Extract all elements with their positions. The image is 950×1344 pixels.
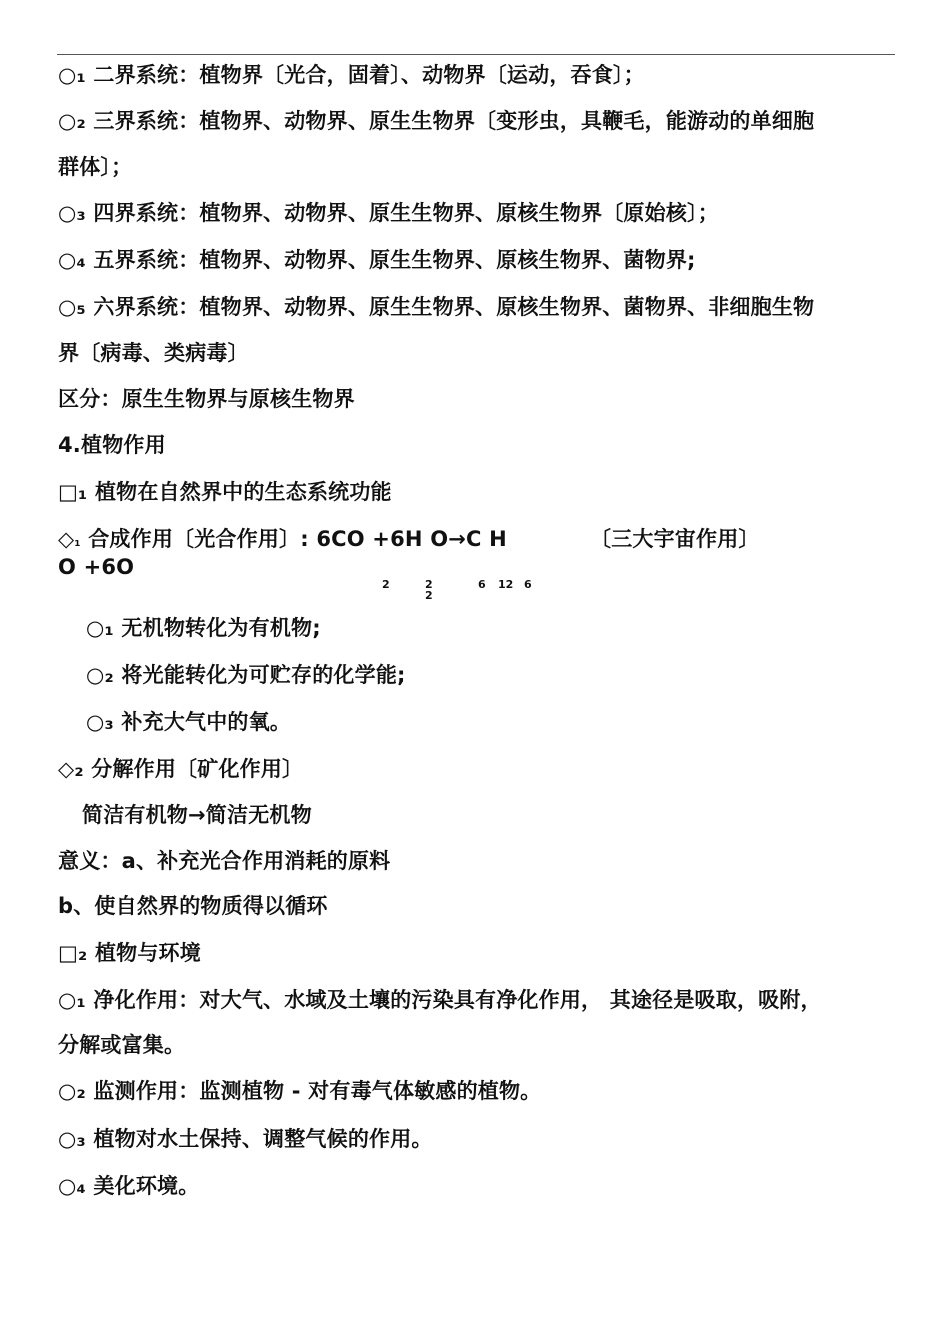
subscript-o2: 2 — [425, 589, 433, 602]
three-kingdom-line-cont: 群体〕； — [58, 155, 133, 179]
five-kingdom-line: ○₄ 五界系统：植物界、动物界、原生生物界、原核生物界、菌物界; — [58, 248, 696, 272]
subscript-h2o: 2 — [425, 578, 433, 591]
subheading-ecosystem-function: □₁ 植物在自然界中的生态系统功能 — [58, 480, 392, 504]
six-kingdom-line-cont: 界〔病毒、类病毒〕 — [58, 341, 249, 365]
purification-line: ○₁ 净化作用：对大气、水域及土壤的污染具有净化作用， 其途径是吸取，吸附， — [58, 988, 822, 1012]
light-to-chemical-line: ○₂ 将光能转化为可贮存的化学能; — [86, 663, 406, 687]
synthesis-equation-cont: O +6O — [58, 555, 135, 579]
significance-b: b、使自然界的物质得以循环 — [58, 894, 328, 918]
four-kingdom-line: ○₃ 四界系统：植物界、动物界、原生生物界、原核生物界〔原始核〕； — [58, 201, 719, 225]
section-heading-plant-roles: 4.植物作用 — [58, 433, 166, 457]
subscript-c6: 6 — [478, 578, 486, 591]
synthesis-equation: 合成作用〔光合作用〕: 6CO +6H O→C H — [80, 527, 507, 551]
beautify-line: ○₄ 美化环境。 — [58, 1174, 200, 1198]
synthesis-line — [58, 525, 507, 556]
distinction-line: 区分：原生生物界与原核生物界 — [58, 387, 355, 411]
subscript-h12: 12 — [498, 578, 514, 591]
subheading-plants-environment: □₂ 植物与环境 — [58, 941, 201, 965]
three-kingdom-line: ○₂ 三界系统：植物界、动物界、原生生物界〔变形虫，具鞭毛，能游动的单细胞 — [58, 109, 815, 133]
inorganic-to-organic-line: ○₁ 无机物转化为有机物; — [86, 616, 321, 640]
two-kingdom-line: ○₁ 二界系统：植物界〔光合，固着〕、动物界〔运动，吞食〕； — [58, 63, 645, 87]
purification-line-cont: 分解或富集。 — [58, 1033, 186, 1057]
monitoring-line: ○₂ 监测作用：监测植物 - 对有毒气体敏感的植物。 — [58, 1079, 542, 1103]
decomposition-detail: 简洁有机物→简洁无机物 — [82, 803, 312, 827]
soil-climate-line: ○₃ 植物对水土保持、调整气候的作用。 — [58, 1127, 433, 1151]
synthesis-index: ₁ — [74, 534, 81, 550]
subscript-co2: 2 — [382, 578, 390, 591]
oxygen-supply-line: ○₃ 补充大气中的氧。 — [86, 710, 292, 734]
significance-a: 意义：a、补充光合作用消耗的原料 — [58, 849, 391, 873]
header-rule — [57, 54, 895, 55]
decomposition-line: ◇₂ 分解作用〔矿化作用〕 — [58, 757, 304, 781]
subscript-o6: 6 — [524, 578, 532, 591]
diamond-icon: ◇ — [58, 527, 75, 551]
six-kingdom-line: ○₅ 六界系统：植物界、动物界、原生生物界、原核生物界、菌物界、非细胞生物 — [58, 295, 815, 319]
synthesis-note: 〔三大宇宙作用〕 — [590, 527, 760, 551]
